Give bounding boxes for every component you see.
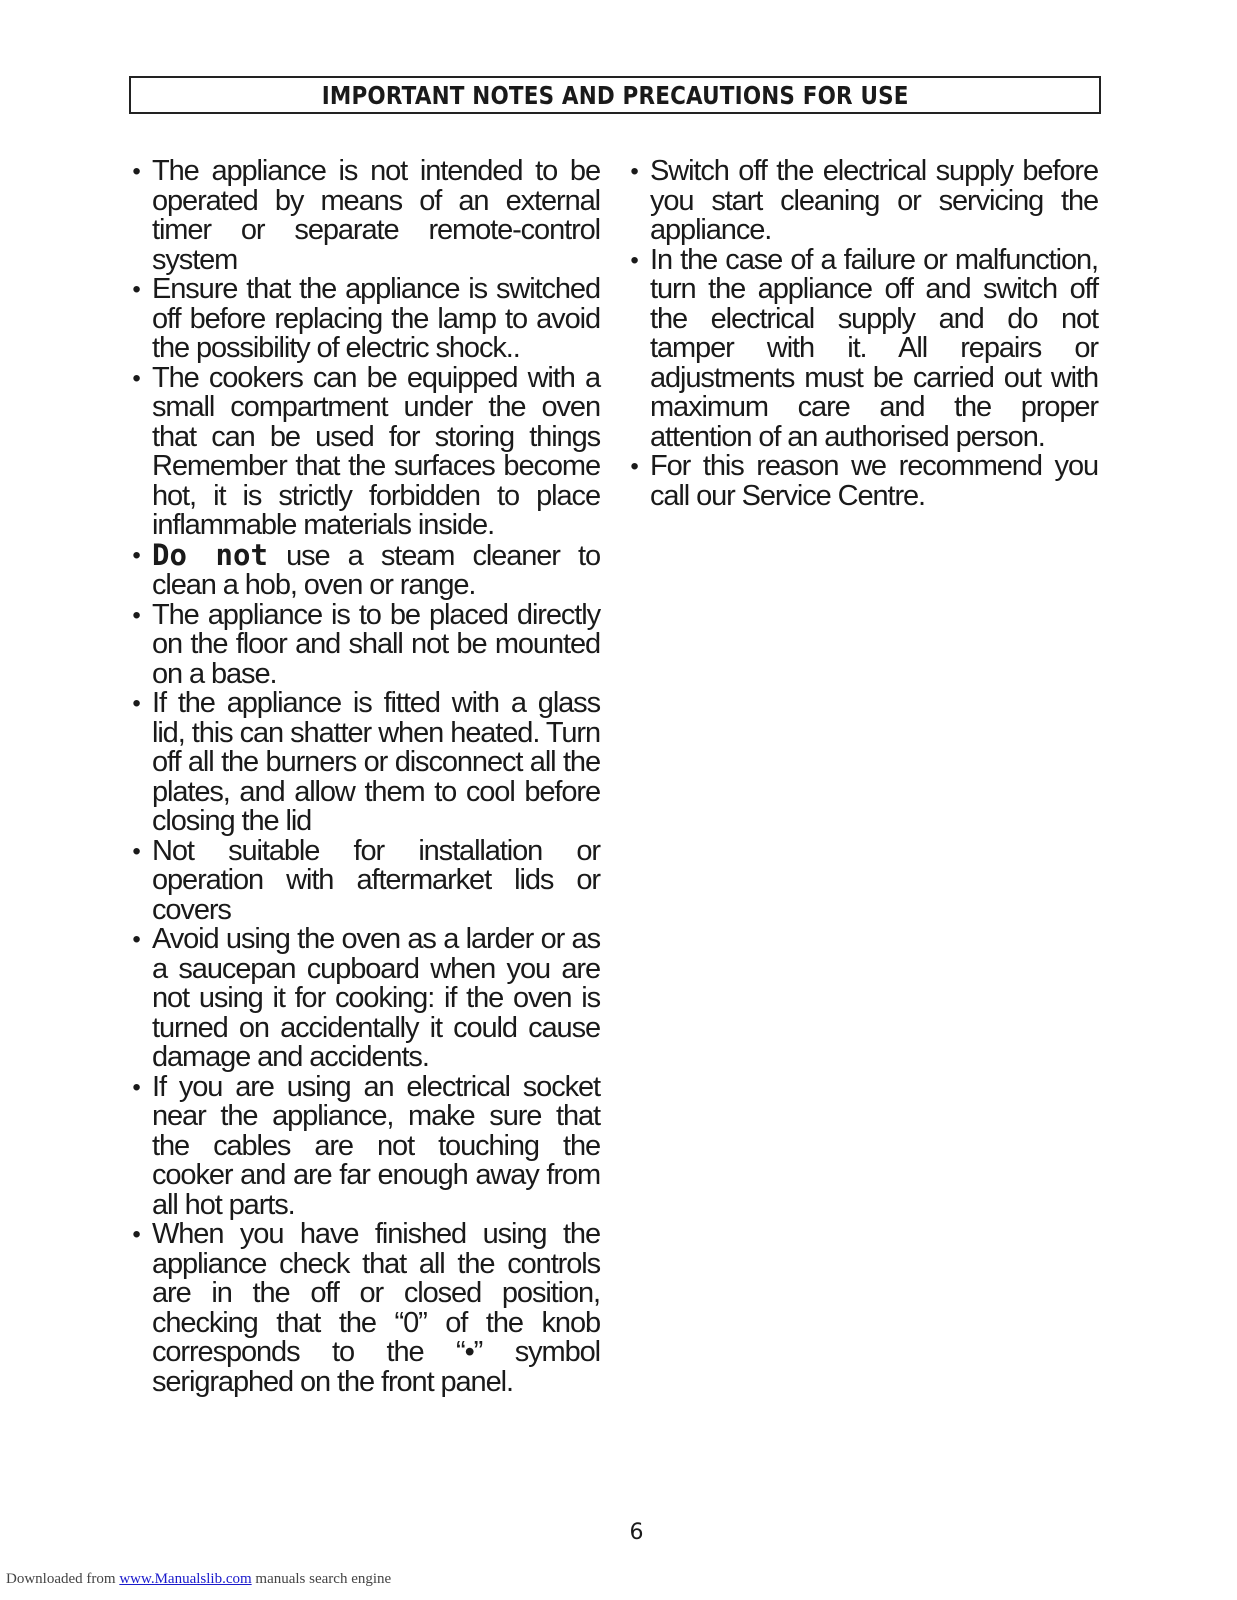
list-item bbox=[126, 925, 600, 1073]
bullet-icon: • bbox=[132, 837, 140, 865]
list-item-text: Avoid using the oven as a larder or as a saucepan cupboard when you are not using it for cooking: if the oven is turned on accidentally it could cause damage and accidents. bbox=[152, 923, 600, 1073]
list-item bbox=[126, 157, 600, 275]
list-item bbox=[126, 834, 600, 926]
download-footer bbox=[6, 1571, 391, 1588]
bullet-icon: • bbox=[630, 158, 638, 185]
list-item bbox=[624, 452, 1098, 511]
bullet-icon: • bbox=[630, 453, 638, 480]
list-item bbox=[126, 275, 600, 364]
list-item-text: When you have finished using the appliance check that all the controls are in the off or closed position, checking that the “0” of the knob corresponds to the “•” symbol serigraphed on the front panel. bbox=[152, 1218, 600, 1398]
list-item bbox=[624, 243, 1098, 453]
list-item-text: If the appliance is fitted with a glass lid, this can shatter when heated. Turn off all the burners or disconnect all the plates, and allow them to cool before closing the lid bbox=[152, 687, 600, 837]
bullet-icon: • bbox=[630, 246, 638, 274]
page-number: 6 bbox=[629, 1520, 644, 1545]
bullet-icon: • bbox=[132, 541, 140, 569]
bullet-icon: • bbox=[132, 601, 140, 629]
list-item-bold-text: Do not bbox=[152, 537, 268, 572]
page-title-box bbox=[129, 76, 1101, 114]
left-column-list bbox=[126, 157, 600, 1397]
bullet-icon: • bbox=[132, 276, 140, 303]
list-item-text: The appliance is to be placed directly on the floor and shall not be mounted on a base. bbox=[152, 598, 600, 690]
list-item bbox=[624, 157, 1098, 246]
bullet-icon: • bbox=[132, 158, 140, 185]
list-item-text: Not suitable for installation or operation with aftermarket lids or covers bbox=[152, 834, 600, 926]
bullet-icon: • bbox=[132, 364, 140, 392]
list-item-text: For this reason we recommend you call our Service Centre. bbox=[650, 450, 1098, 512]
list-item bbox=[126, 537, 600, 601]
list-item bbox=[126, 1070, 600, 1221]
list-item-text: Ensure that the appliance is switched off before replacing the lamp to avoid the possibility of electric shock.. bbox=[152, 273, 600, 364]
footer-suffix: manuals search engine bbox=[251, 1571, 392, 1587]
page-title: IMPORTANT NOTES AND PRECAUTIONS FOR USE bbox=[321, 80, 909, 110]
list-item-text: The cookers can be equipped with a small compartment under the oven that can be used for storing things Remember that the surfaces become hot, it is strictly forbidden to place inflammable materials inside. bbox=[152, 361, 600, 541]
bullet-icon: • bbox=[132, 1221, 140, 1248]
list-item-text: use a steam cleaner to clean a hob, oven or range. bbox=[152, 539, 600, 601]
list-item bbox=[126, 689, 600, 837]
right-column-list bbox=[624, 157, 1098, 511]
manualslib-link[interactable]: www.Manualslib.com bbox=[119, 1571, 252, 1587]
bullet-icon: • bbox=[132, 690, 140, 717]
bullet-icon: • bbox=[132, 926, 140, 953]
list-item bbox=[126, 1220, 600, 1397]
list-item-text: The appliance is not intended to be operated by means of an external timer or separate remote-control system bbox=[152, 155, 600, 276]
list-item-text: In the case of a failure or malfunction, turn the appliance off and switch off the electrical supply and do not tamper with it. All repairs or adjustments must be carried out with maximum care and the proper attention of an authorised person. bbox=[650, 243, 1098, 453]
list-item-text: Switch off the electrical supply before you start cleaning or servicing the appliance. bbox=[650, 155, 1098, 246]
footer-prefix: Downloaded from bbox=[6, 1571, 120, 1587]
list-item-text: If you are using an electrical socket near the appliance, make sure that the cables are not touching the cooker and are far enough away from all hot parts. bbox=[152, 1070, 600, 1221]
list-item bbox=[126, 598, 600, 690]
list-item bbox=[126, 361, 600, 541]
bullet-icon: • bbox=[132, 1073, 140, 1101]
